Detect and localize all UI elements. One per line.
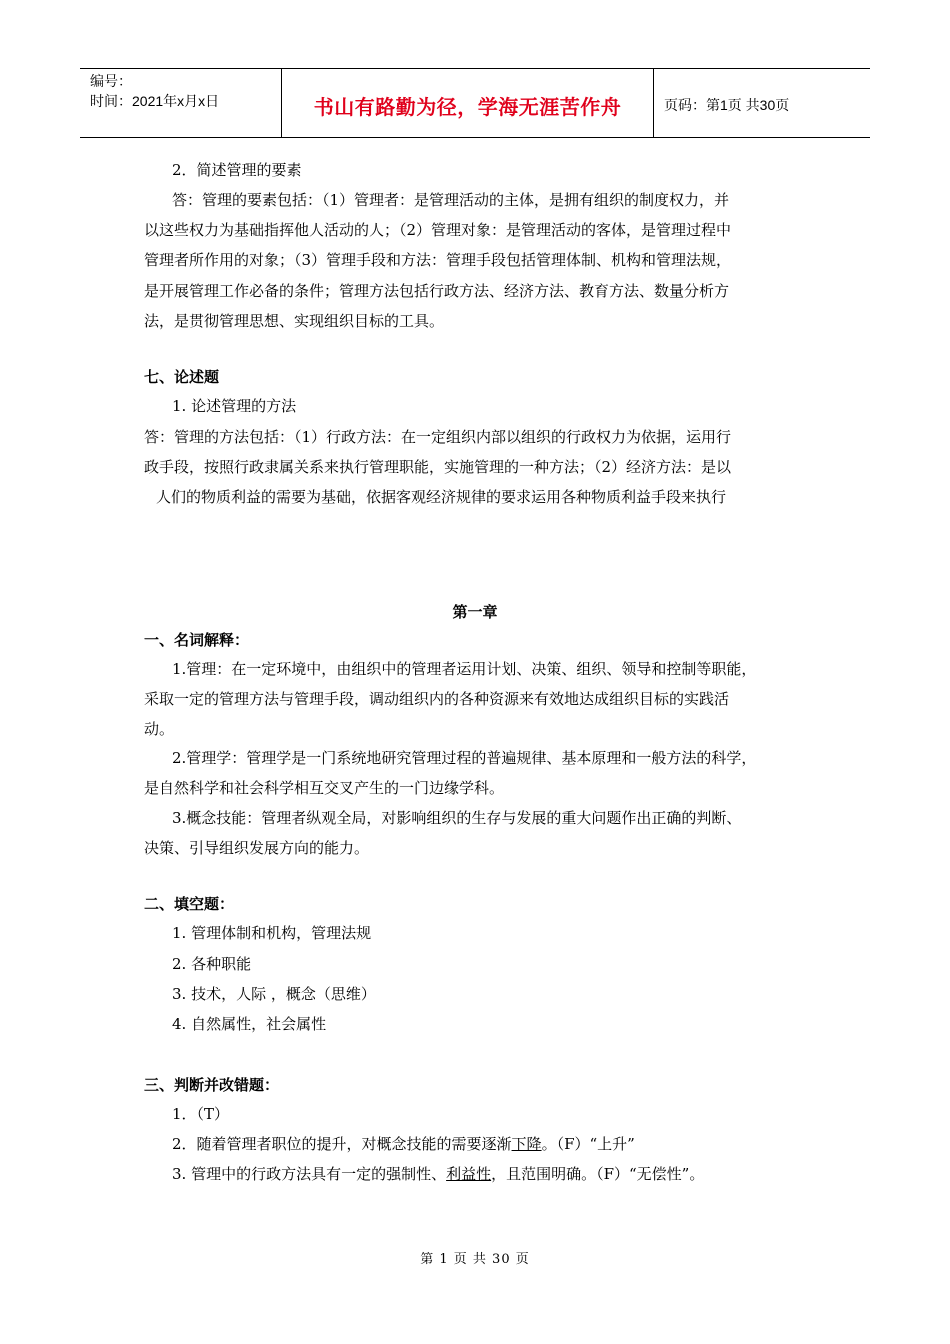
page-header — [80, 68, 870, 138]
answer-line: 法，是贯彻管理思想、实现组织目标的工具。 — [144, 312, 445, 330]
answer-line: 政手段，按照行政隶属关系来执行管理职能，实施管理的一种方法；（2）经济方法：是以 — [144, 458, 732, 476]
judge-item-text: 3. 管理中的行政方法具有一定的强制性、 — [172, 1165, 447, 1183]
page-footer: 第 1 页 共 30 页 — [420, 1252, 530, 1267]
answer-line: 是开展管理工作必备的条件；管理方法包括行政方法、经济方法、教育方法、数量分析方 — [144, 282, 730, 300]
header-meta — [80, 69, 282, 137]
answer-line: 答：管理的要素包括：（1）管理者：是管理活动的主体，是拥有组织的制度权力，并 — [172, 191, 730, 209]
section-heading: 二、填空题： — [144, 895, 235, 913]
section-heading: 一、名词解释： — [144, 631, 250, 649]
fill-item: 1. 管理体制和机构，管理法规 — [172, 924, 372, 942]
section-heading: 七、论述题 — [144, 368, 220, 386]
judge-item-text: 2．随着管理者职位的提升，对概念技能的需要逐渐 — [172, 1135, 512, 1153]
fill-item: 4. 自然属性，社会属性 — [172, 1015, 327, 1033]
judge-item — [172, 1134, 635, 1154]
number-label: 编号： — [90, 73, 132, 89]
answer-line: 管理者所作用的对象；（3）管理手段和方法：管理手段包括管理体制、机构和管理法规， — [144, 251, 732, 269]
underlined-term: 下降 — [511, 1135, 542, 1153]
term-line: 3.概念技能：管理者纵观全局，对影响组织的生存与发展的重大问题作出正确的判断、 — [172, 809, 742, 827]
chapter-title: 第一章 — [452, 603, 498, 621]
judge-item — [172, 1164, 704, 1184]
term-line: 2.管理学：管理学是一门系统地研究管理过程的普遍规律、基本原理和一般方法的科学， — [172, 749, 757, 767]
term-line: 动。 — [144, 720, 175, 738]
fill-item: 2. 各种职能 — [172, 955, 252, 973]
question-title: 2．简述管理的要素 — [172, 161, 302, 179]
term-line: 采取一定的管理方法与管理手段，调动组织内的各种资源来有效地达成组织目标的实践活 — [144, 690, 730, 708]
header-motto: 书山有路勤为径，学海无涯苦作舟 — [282, 69, 654, 137]
judge-item-text: ，且范围明确。（F）“无偿性”。 — [491, 1165, 705, 1183]
term-line: 1.管理：在一定环境中，由组织中的管理者运用计划、决策、组织、领导和控制等职能， — [172, 660, 757, 678]
header-page-info: 页码：第1页 共30页 — [664, 97, 790, 113]
judge-item: 1．（T） — [172, 1105, 230, 1123]
term-line: 决策、引导组织发展方向的能力。 — [144, 839, 370, 857]
question-title: 1. 论述管理的方法 — [172, 397, 297, 415]
section-heading: 三、判断并改错题： — [144, 1076, 280, 1094]
answer-line: 人们的物质利益的需要为基础，依据客观经济规律的要求运用各种物质利益手段来执行 — [156, 488, 727, 506]
time-label: 时间：2021年x月x日 — [90, 93, 220, 109]
term-line: 是自然科学和社会科学相互交叉产生的一门边缘学科。 — [144, 779, 505, 797]
underlined-term: 利益性 — [446, 1165, 492, 1183]
answer-line: 答：管理的方法包括：（1）行政方法：在一定组织内部以组织的行政权力为依据，运用行 — [144, 428, 732, 446]
answer-line: 以这些权力为基础指挥他人活动的人；（2）管理对象：是管理活动的客体，是管理过程中 — [144, 221, 732, 239]
fill-item: 3. 技术，人际 ，概念（思维） — [172, 985, 376, 1003]
judge-item-text: 。（F）“上升” — [541, 1135, 635, 1153]
